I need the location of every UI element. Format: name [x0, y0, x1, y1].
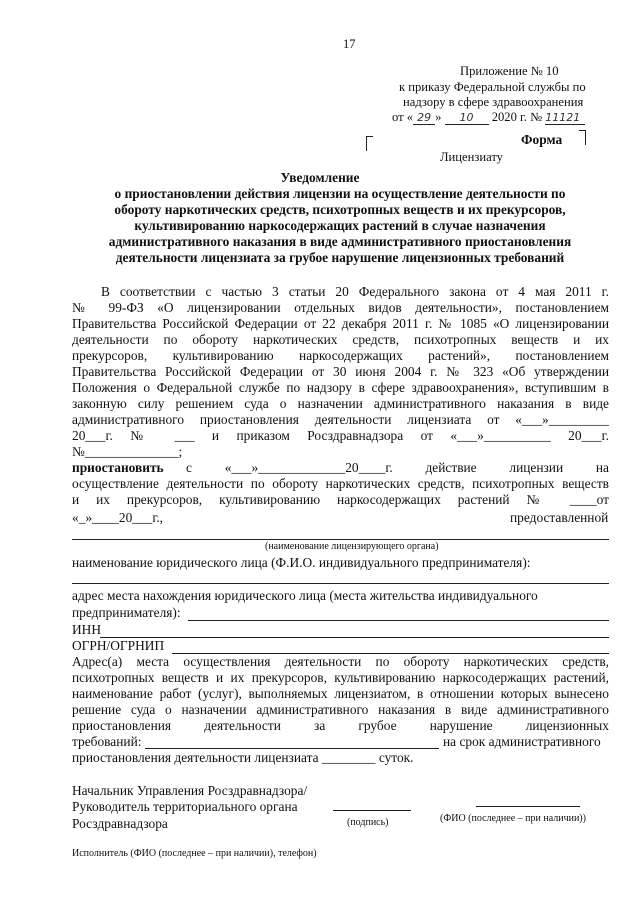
executor-note: Исполнитель (ФИО (последнее – при наличии), телефон) [72, 848, 317, 859]
inn-field[interactable] [100, 637, 609, 638]
p1-line-1: В соответствии с частью 3 статьи 20 Федерального закона от 4 мая 2011 г. [101, 284, 609, 299]
p1-line-4: деятельности по обороту наркотических средств, психотропных веществ и их [72, 332, 609, 347]
signature-field[interactable] [333, 810, 411, 811]
p3-line-1: Адрес(а) места осуществления деятельности по обороту наркотических средств, [72, 654, 609, 669]
name-caption: (ФИО (последнее – при наличии)) [440, 813, 586, 824]
title-line-1: Уведомление [280, 170, 360, 185]
requirements-field[interactable] [145, 748, 439, 749]
title-line-3: обороту наркотических средств, психотропных веществ и их прекурсоров, [114, 202, 566, 217]
term-label: на срок административного [443, 734, 601, 749]
p3-line-3: наименование работ (услуг), выполняемых лицензиатом, в отношении которых вынесено [72, 686, 609, 701]
year-and-number: 2020 г. № [491, 110, 543, 124]
p1-line-8: законную силу решением суда о назначении административного наказания в виде [72, 396, 609, 411]
signature-caption: (подпись) [347, 817, 389, 828]
licensing-body-caption: (наименование лицензирующего органа) [265, 541, 439, 552]
p1-line-11: №______________; [72, 444, 183, 459]
requirements-label: требований: [72, 734, 142, 749]
term-line-2: приостановления деятельности лицензиата ________ суток. [72, 750, 414, 765]
title-line-5: административного наказания в виде административного приостановления [108, 234, 572, 249]
name-field[interactable] [476, 806, 580, 807]
entity-name-field[interactable] [72, 583, 609, 584]
date-prefix: от « [392, 110, 414, 124]
p3-line-2: психотропных веществ и их прекурсоров, культивированию наркосодержащих растений, [72, 670, 609, 685]
address-field[interactable] [188, 620, 609, 621]
title-line-6: деятельности лицензиата за грубое нарушение лицензионных требований [115, 250, 565, 265]
p1-line-10: 20___г. № ___ и приказом Росздравнадзора от «___»__________ 20___г. [72, 428, 609, 443]
signatory-title-line-3: Росздравнадзора [72, 816, 168, 831]
p2-line-4: «_»____20___г., [72, 510, 164, 525]
page-number: 17 [343, 37, 356, 51]
signatory-title-line-1: Начальник Управления Росздравнадзора/ [72, 783, 308, 798]
p1-line-2: № 99-ФЗ «О лицензировании отдельных видов деятельности», постановлением [72, 300, 609, 315]
form-label: Форма [521, 132, 563, 147]
date-mid: » [435, 110, 442, 124]
inn-label: ИНН [72, 622, 102, 637]
p1-line-9: административного приостановления деятельности лицензиата от «___»_________ [72, 412, 609, 427]
handwritten-month: 10 [445, 111, 489, 125]
provided-word: предоставленной [510, 510, 609, 525]
corner-bracket-right [579, 130, 586, 145]
entity-name-label: наименование юридического лица (Ф.И.О. индивидуального предпринимателя): [72, 555, 531, 570]
signatory-title-line-2: Руководитель территориального органа [72, 799, 298, 814]
appendix-agency: надзору в сфере здравоохранения [403, 95, 584, 109]
licensing-body-field[interactable] [72, 539, 609, 540]
corner-bracket-left [366, 136, 373, 151]
title-line-4: культивированию наркосодержащих растений в случае назначения [134, 218, 546, 233]
suspend-word: приостановить [72, 460, 164, 475]
appendix-date-line [392, 110, 585, 125]
handwritten-order-number: 11121 [545, 111, 585, 125]
appendix-number: Приложение № 10 [460, 64, 559, 78]
p1-line-7: Положения о Федеральной службе по надзору в сфере здравоохранения», вступившим в [72, 380, 609, 395]
handwritten-day: 29 [413, 111, 435, 125]
p2-line-3: и их прекурсоров, культивированию наркосодержащих растений № ____от [72, 492, 609, 507]
p3-line-4: решение суда о назначении административного наказания в виде административного [72, 702, 609, 717]
p1-line-6: Правительства Российской Федерации от 30 июня 2004 г. № 323 «Об утверждении [72, 364, 609, 379]
p2-line-1-rest: с «___»_____________20____г. действие лицензии на [186, 460, 609, 475]
address-label-line-2: предпринимателя): [72, 605, 181, 620]
address-label-line-1: адрес места нахождения юридического лица (места жительства индивидуального [72, 588, 538, 603]
p3-line-5: приостановления деятельности за грубое нарушение лицензионных [72, 718, 609, 733]
addressee: Лицензиату [440, 150, 503, 164]
p2-line-2: осуществление деятельности по обороту наркотических средств, психотропных веществ [72, 476, 609, 491]
title-line-2: о приостановлении действия лицензии на осуществление деятельности по [114, 186, 566, 201]
ogrn-label: ОГРН/ОГРНИП [72, 638, 165, 653]
p1-line-5: прекурсоров, культивированию наркосодержащих растений», постановлением [72, 348, 609, 363]
p1-line-3: Правительства Российской Федерации от 22 декабря 2011 г. № 1085 «О лицензировании [72, 316, 609, 331]
appendix-order-ref: к приказу Федеральной службы по [399, 80, 586, 94]
